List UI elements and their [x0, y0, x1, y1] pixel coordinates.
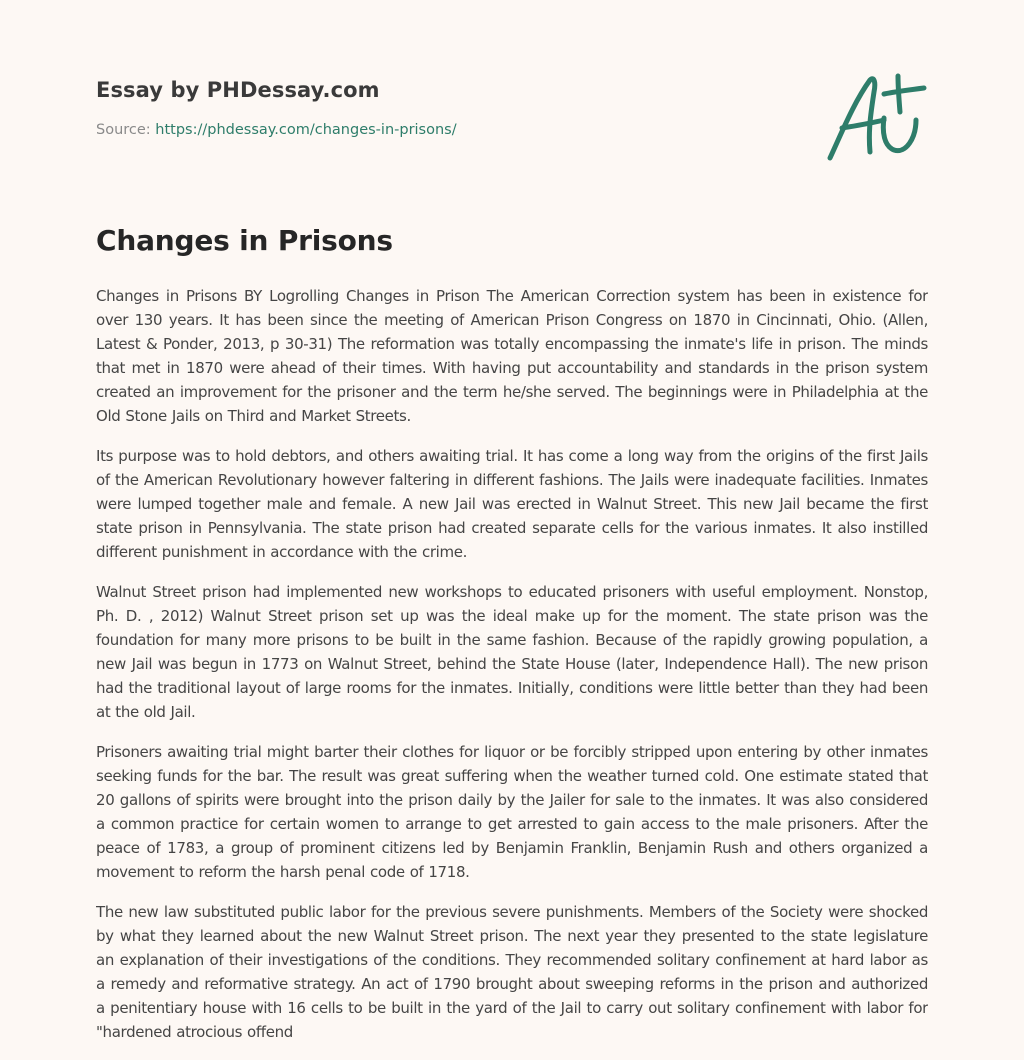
- site-brand: Essay by PHDessay.com: [96, 78, 380, 102]
- source-link[interactable]: https://phdessay.com/changes-in-prisons/: [155, 122, 457, 138]
- source-line: [96, 122, 928, 138]
- source-label: Source:: [96, 122, 156, 138]
- page-header: [96, 72, 928, 182]
- essay-paragraph: Walnut Street prison had implemented new workshops to educated prisoners with useful employment. Nonstop, Ph. D. , 2012) Walnut Street prison set up was the ideal make up for the moment. The state prison was the foundation for many more prisons to be built in the same fashion. Because of the rapidly growing population, a new Jail was begun in 1773 on Walnut Street, behind the State House (later, Independence Hall). The new prison had the traditional layout of large rooms for the inmates. Initially, conditions were little better than they had been at the old Jail.: [96, 583, 928, 721]
- essay-title: Changes in Prisons: [96, 224, 393, 257]
- essay-paragraph: The new law substituted public labor for the previous severe punishments. Members of the Society were shocked by what they learned about the new Walnut Street prison. The next year they presented to the state legislature an explanation of their investigations of the conditions. They recommended solitary confinement at hard labor as a remedy and reformative strategy. An act of 1790 brought about sweeping reforms in the prison and authorized a penitentiary house with 16 cells to be built in the yard of the Jail to carry out solitary confinement with labor for "hardened atrocious offend: [96, 903, 928, 1041]
- a-plus-logo-icon: [824, 72, 928, 164]
- essay-paragraph: Its purpose was to hold debtors, and others awaiting trial. It has come a long way from the origins of the first Jails of the American Revolutionary however faltering in different fashions. The Jails were inadequate facilities. Inmates were lumped together male and female. A new Jail was erected in Walnut Street. This new Jail became the first state prison in Pennsylvania. The state prison had created separate cells for the various inmates. It also instilled different punishment in accordance with the crime.: [96, 447, 928, 561]
- essay-paragraph: Changes in Prisons BY Logrolling Changes in Prison The American Correction system has been in existence for over 130 years. It has been since the meeting of American Prison Congress on 1870 in Cincinnati, Ohio. (Allen, Latest & Ponder, 2013, p 30-31) The reformation was totally encompassing the inmate's life in prison. The minds that met in 1870 were ahead of their times. With having put accountability and standards in the prison system created an improvement for the prisoner and the term he/she served. The beginnings were in Philadelphia at the Old Stone Jails on Third and Market Streets.: [96, 287, 928, 425]
- essay-body: [96, 284, 928, 1060]
- essay-paragraph: Prisoners awaiting trial might barter their clothes for liquor or be forcibly stripped upon entering by other inmates seeking funds for the bar. The result was great suffering when the weather turned cold. One estimate stated that 20 gallons of spirits were brought into the prison daily by the Jailer for sale to the inmates. It was also considered a common practice for certain women to arrange to get arrested to gain access to the male prisoners. After the peace of 1783, a group of prominent citizens led by Benjamin Franklin, Benjamin Rush and others organized a movement to reform the harsh penal code of 1718.: [96, 743, 928, 881]
